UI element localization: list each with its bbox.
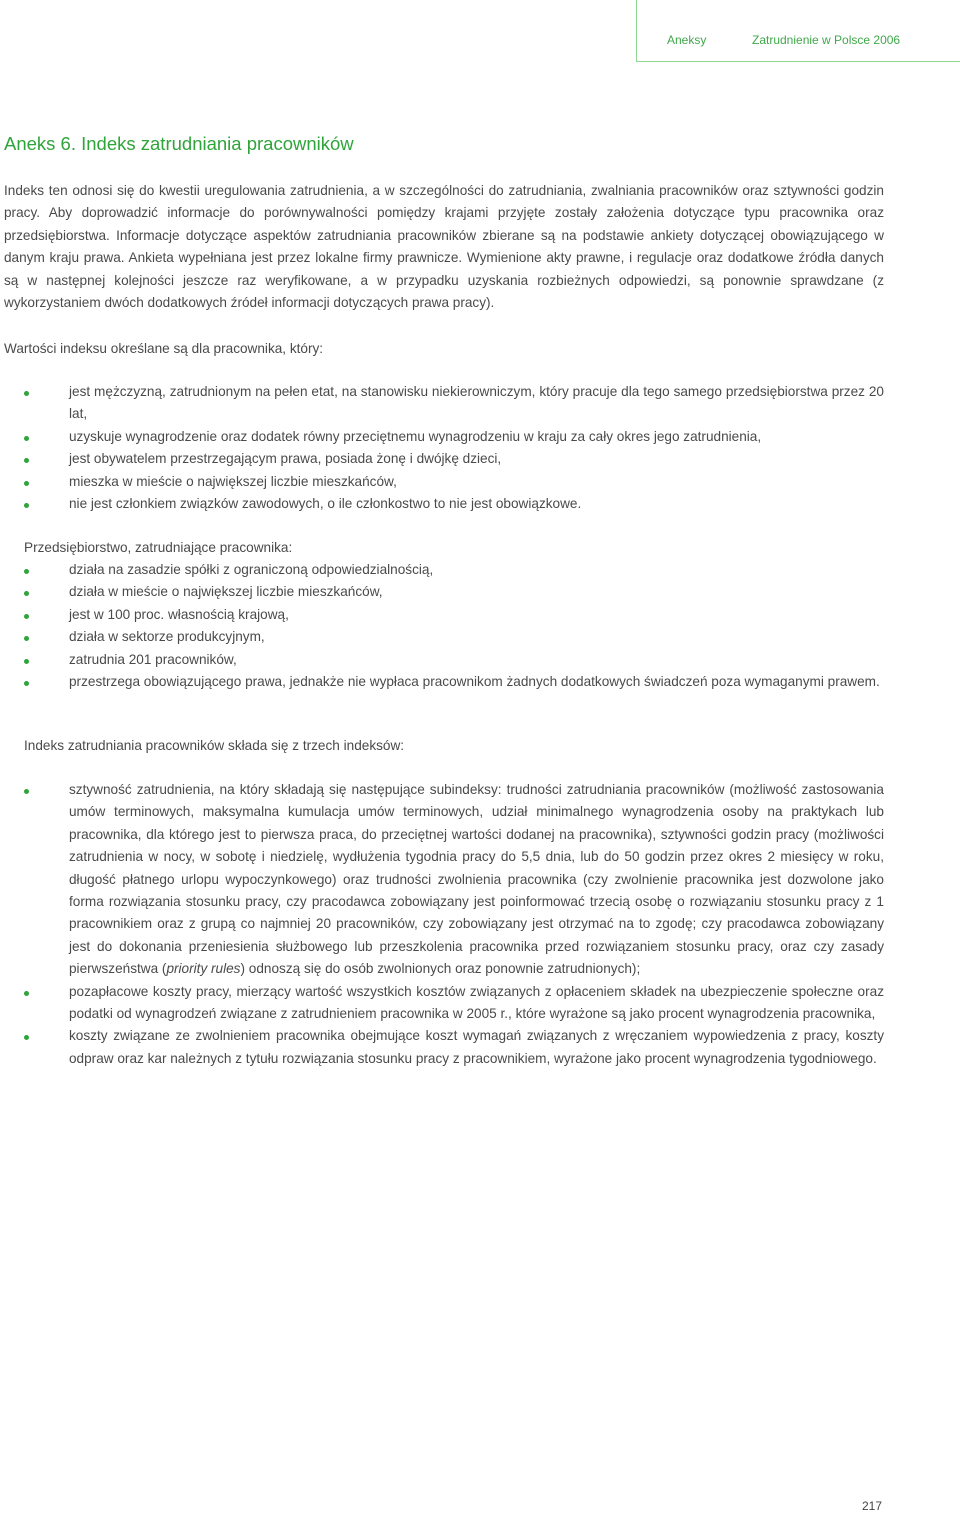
bullet-icon [24,391,29,396]
bullet-icon [24,991,29,996]
list-item: sztywność zatrudnienia, na który składają się następujące subindeksy: trudności zatrudniania pracowników (możliwość zastosowania umów terminowych, maksymalna kumulacja umów terminowych, udział minimalnego wynagrodzenia osoby na praktykach lub pracownika, dla którego jest to pierwsza praca, do przeciętnej wartości dodanej na pracownika), sztywności godzin pracy (możliwości zatrudnienia w nocy, w sobotę i niedzielę, wydłużenia tygodnia pracy do 5,5 dnia, lub do 50 godzin przez okres 2 miesięcy w roku, długość płatnego urlopu wypoczynkowego) oraz trudności zwolnienia pracownika (czy zwolnienie pracownika jest dozwolone jako forma rozwiązania stosunku pracy, czy pracodawca zobowiązany jest poinformować trzecią osobę o rozwiązaniu stosunku pracy z 1 pracownikiem oraz z grupą co najmniej 20 pracowników, czy zobowiązany jest otrzymać na to zgodę; czy pracodawca zobowiązany jest do dokonania przeniesienia służbowego lub przeszkolenia pracownika przed rozwiązaniem stosunku pracy, oraz czy zasady pierwszeństwa (priority rules) odnoszą się do osób zwolnionych oraz ponownie zatrudnionych); [0,779,884,981]
worker-assumptions-list [0,381,884,515]
list-item: działa w sektorze produkcyjnym, [0,626,884,648]
header-frame [636,0,960,62]
list-item: przestrzega obowiązującego prawa, jednakże nie wypłaca pracownikom żadnych dodatkowych świadczeń poza wymaganymi prawem. [0,671,884,693]
list-item: jest w 100 proc. własnością krajową, [0,604,884,626]
company-heading: Przedsiębiorstwo, zatrudniające pracownika: [24,540,293,555]
bullet-icon [24,614,29,619]
priority-rules-term: priority rules [166,961,241,977]
worker-heading: Wartości indeksu określane są dla pracownika, który: [4,341,324,356]
list-item: jest mężczyzną, zatrudnionym na pełen etat, na stanowisku niekierowniczym, który pracuje dla tego samego przedsiębiorstwa przez 20 lat, [0,381,884,426]
bullet-icon [24,636,29,641]
list-item: mieszka w mieście o największej liczbie mieszkańców, [0,471,884,493]
company-assumptions-list [0,559,884,693]
index-heading: Indeks zatrudniania pracowników składa się z trzech indeksów: [24,738,405,753]
index-components-list [0,779,884,1070]
bullet-icon [24,1035,29,1040]
page-title: Aneks 6. Indeks zatrudniania pracowników [4,133,354,154]
header-document-title: Zatrudnienie w Polsce 2006 [752,33,901,47]
list-item: koszty związane ze zwolnieniem pracownika obejmujące koszt wymagań związanych z wręczaniem wypowiedzenia z pracy, koszty odpraw oraz kar należnych z tytułu rozwiązania stosunku pracy z pracownikiem, wyrażone jako procent wynagrodzenia tygodniowego. [0,1025,884,1070]
bullet-icon [24,659,29,664]
bullet-icon [24,789,29,794]
list-item: działa w mieście o największej liczbie mieszkańców, [0,581,884,603]
bullet-icon [24,681,29,686]
bullet-icon [24,591,29,596]
bullet-icon [24,458,29,463]
bullet-icon [24,569,29,574]
bullet-icon [24,436,29,441]
intro-paragraph: Indeks ten odnosi się do kwestii uregulowania zatrudnienia, a w szczególności do zatrudniania, zwalniania pracowników oraz sztywności godzin pracy. Aby doprowadzić informacje do porównywalności pomiędzy krajami przyjęte zostały założenia dotyczące typu pracownika oraz przedsiębiorstwa. Informacje dotyczące aspektów zatrudniania pracowników zbierane są na podstawie ankiety dotyczącej obowiązującego w danym kraju prawa. Ankieta wypełniana jest przez lokalne firmy prawnicze. Wymienione akty prawne, i regulacje oraz dodatkowe źródła danych są w następnej kolejności jeszcze raz weryfikowane, a w przypadku uzyskania rozbieżnych odpowiedzi, są ponownie sprawdzane (z wykorzystaniem dwóch dodatkowych źródeł informacji dotyczących prawa pracy). [4,183,884,311]
header-section-label: Aneksy [667,33,707,47]
list-item: uzyskuje wynagrodzenie oraz dodatek równy przeciętnemu wynagrodzeniu w kraju za cały okres jego zatrudnienia, [0,426,884,448]
list-item: pozapłacowe koszty pracy, mierzący wartość wszystkich kosztów związanych z opłaceniem składek na ubezpieczenie społeczne oraz podatki od wynagrodzeń związane z zatrudnieniem pracownika w 2005 r., które wyrażone są jako procent wynagrodzenia pracownika, [0,981,884,1026]
bullet-icon [24,481,29,486]
page-number: 217 [862,1499,883,1513]
list-item: jest obywatelem przestrzegającym prawa, posiada żonę i dwójkę dzieci, [0,448,884,470]
bullet-icon [24,503,29,508]
list-item: zatrudnia 201 pracowników, [0,649,884,671]
list-item: działa na zasadzie spółki z ograniczoną odpowiedzialnością, [0,559,884,581]
list-item: nie jest członkiem związków zawodowych, o ile członkostwo to nie jest obowiązkowe. [0,493,884,515]
